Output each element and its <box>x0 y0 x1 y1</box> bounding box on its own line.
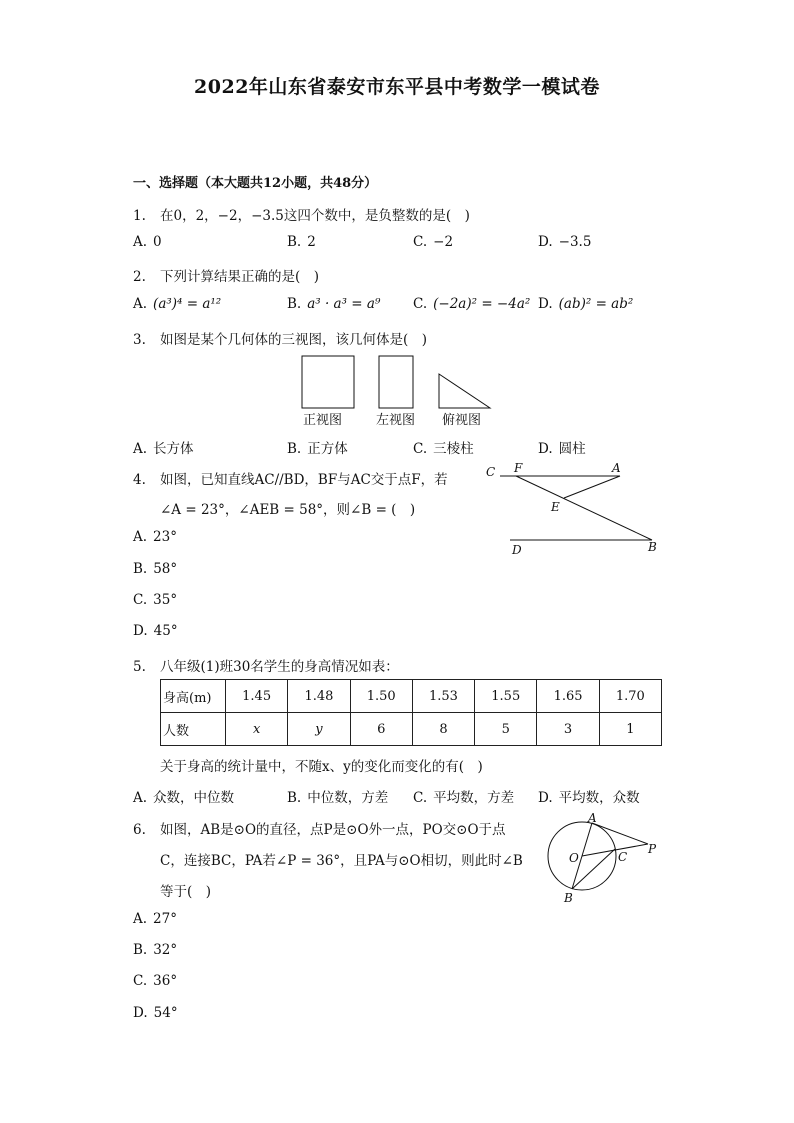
q5-option-d[interactable]: D. 平均数，众数 <box>538 790 640 806</box>
q2-option-a[interactable]: A. (a³)⁴ = a¹² <box>133 296 222 312</box>
table-cell: 1.50 <box>350 680 412 713</box>
table-cell: 1.65 <box>537 680 599 713</box>
label-b: B <box>564 891 573 905</box>
q1-option-c[interactable]: C. −2 <box>413 234 454 250</box>
height-table <box>160 679 662 746</box>
label-c: C <box>618 850 628 864</box>
table-row <box>161 680 662 713</box>
q3-option-b[interactable]: B. 正方体 <box>287 441 348 457</box>
table-cell: 6 <box>350 713 412 746</box>
question-number: 1. <box>133 208 146 224</box>
q4-option-b[interactable]: B. 58° <box>133 561 178 577</box>
table-cell: y <box>288 713 350 746</box>
q3-option-c[interactable]: C. 三棱柱 <box>413 441 474 457</box>
question-6-line-2: C，连接BC，PA若∠P = 36°，且PA与⊙O相切，则此时∠B <box>160 853 523 869</box>
q1-option-a[interactable]: A. 0 <box>133 234 162 250</box>
table-cell: 身高(m) <box>161 680 226 713</box>
q5-option-a[interactable]: A. 众数，中位数 <box>133 790 235 806</box>
table-cell: x <box>226 713 288 746</box>
table-cell: 1 <box>599 713 661 746</box>
q3-option-a[interactable]: A. 长方体 <box>133 441 194 457</box>
table-cell: 1.55 <box>475 680 537 713</box>
q6-option-d[interactable]: D. 54° <box>133 1005 178 1021</box>
table-cell: 1.48 <box>288 680 350 713</box>
question-text: 如图，已知直线AC//BD，BF与AC交于点F，若 <box>160 472 448 488</box>
question-text: 如图，AB是⊙O的直径，点P是⊙O外一点，PO交⊙O于点 <box>160 822 506 838</box>
section-heading: 一、选择题（本大题共12小题，共48分） <box>133 176 378 191</box>
q3-option-d[interactable]: D. 圆柱 <box>538 441 586 457</box>
question-6-line-3: 等于( ) <box>160 884 212 900</box>
label-p: P <box>648 842 657 856</box>
question-number: 5. <box>133 659 146 675</box>
question-5-follow: 关于身高的统计量中，不随x、y的变化而变化的有( ) <box>160 759 483 775</box>
question-text: 如图是某个几何体的三视图，该几何体是( ) <box>160 332 428 348</box>
table-cell: 1.53 <box>412 680 474 713</box>
question-number: 4. <box>133 472 146 488</box>
front-view-label: 正视图 <box>303 413 343 428</box>
tangent-pa <box>592 823 648 844</box>
question-number: 3. <box>133 332 146 348</box>
question-number: 2. <box>133 269 146 285</box>
label-e: E <box>551 500 560 514</box>
q5-option-b[interactable]: B. 中位数，方差 <box>287 790 389 806</box>
q2-option-d[interactable]: D. (ab)² = ab² <box>538 296 634 312</box>
question-2 <box>133 265 319 285</box>
question-text: 在0，2，−2，−3.5这四个数中，是负整数的是( ) <box>160 208 470 224</box>
q5-option-c[interactable]: C. 平均数，方差 <box>413 790 515 806</box>
label-o: O <box>569 851 579 865</box>
label-c: C <box>486 465 496 479</box>
q1-option-d[interactable]: D. −3.5 <box>538 234 592 250</box>
q2-option-c[interactable]: C. (−2a)² = −4a² <box>413 296 531 312</box>
question-4-line-2: ∠A = 23°，∠AEB = 58°，则∠B = ( ) <box>160 502 416 518</box>
top-view-triangle <box>439 374 490 408</box>
label-b: B <box>648 540 657 554</box>
label-a: A <box>588 811 597 825</box>
label-f: F <box>514 461 523 475</box>
q6-option-a[interactable]: A. 27° <box>133 911 177 927</box>
three-view-figure <box>296 352 496 410</box>
label-d: D <box>512 543 522 557</box>
question-text: 八年级(1)班30名学生的身高情况如表： <box>160 659 399 675</box>
question-1 <box>133 204 470 224</box>
parallel-lines-figure <box>480 456 670 561</box>
q6-option-c[interactable]: C. 36° <box>133 973 178 989</box>
line-ae <box>564 476 620 498</box>
top-view-label: 俯视图 <box>442 413 482 428</box>
circle-tangent-figure <box>540 808 665 906</box>
question-text: 下列计算结果正确的是( ) <box>160 269 320 285</box>
front-view-square <box>302 356 354 408</box>
q4-option-c[interactable]: C. 35° <box>133 592 178 608</box>
table-cell: 人数 <box>161 713 226 746</box>
side-view-rectangle <box>379 356 413 408</box>
question-4-line-1 <box>133 468 448 488</box>
question-number: 6. <box>133 822 146 838</box>
q1-option-b[interactable]: B. 2 <box>287 234 316 250</box>
label-a: A <box>612 461 621 475</box>
table-cell: 1.70 <box>599 680 661 713</box>
question-5 <box>133 655 399 675</box>
q6-option-b[interactable]: B. 32° <box>133 942 178 958</box>
q2-option-b[interactable]: B. a³ · a³ = a⁹ <box>287 296 381 312</box>
table-cell: 3 <box>537 713 599 746</box>
q4-option-a[interactable]: A. 23° <box>133 529 177 545</box>
question-3 <box>133 328 427 348</box>
line-bf <box>516 476 652 540</box>
table-row <box>161 713 662 746</box>
table-cell: 8 <box>412 713 474 746</box>
question-6-line-1 <box>133 818 506 838</box>
table-cell: 1.45 <box>226 680 288 713</box>
page-title: 2022年山东省泰安市东平县中考数学一模试卷 <box>194 76 600 98</box>
side-view-label: 左视图 <box>376 413 416 428</box>
line-po <box>582 844 648 856</box>
q4-option-d[interactable]: D. 45° <box>133 623 178 639</box>
table-cell: 5 <box>475 713 537 746</box>
